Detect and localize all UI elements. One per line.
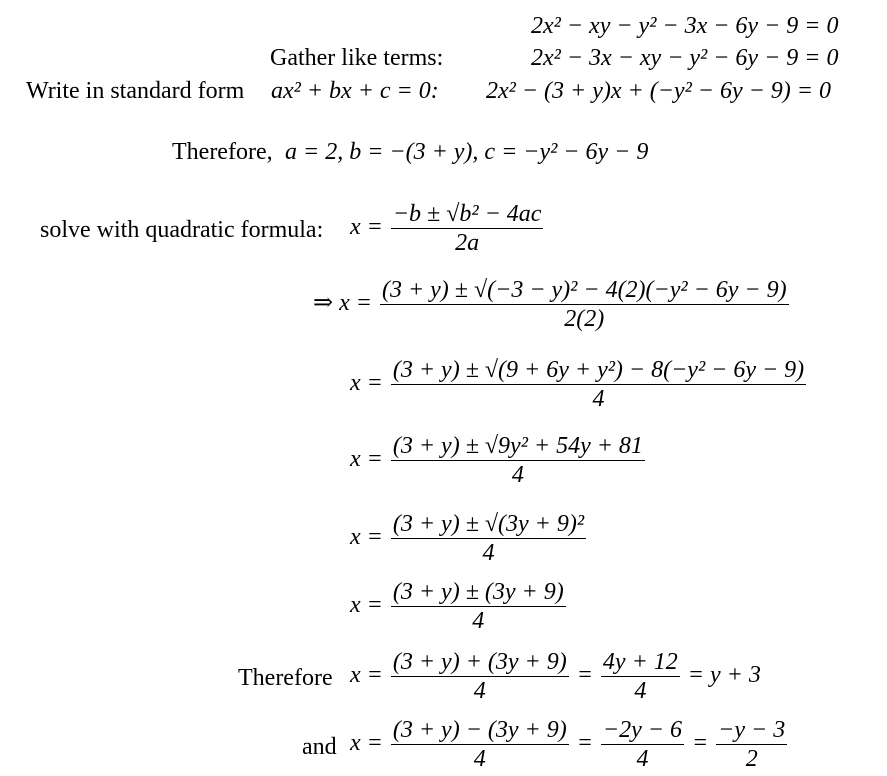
numerator: −y − 3 bbox=[718, 717, 786, 743]
quadratic-formula bbox=[350, 200, 545, 257]
fraction bbox=[391, 200, 544, 257]
denominator: 4 bbox=[592, 386, 605, 412]
lhs: x = bbox=[350, 662, 383, 689]
factor-step bbox=[350, 510, 588, 567]
equals: = bbox=[576, 730, 593, 757]
lhs: x = bbox=[350, 524, 383, 551]
numerator: −b ± √b² − 4ac bbox=[392, 201, 542, 227]
denominator: 2a bbox=[455, 230, 480, 256]
and-label: and bbox=[302, 734, 337, 760]
lhs: x = bbox=[350, 214, 383, 241]
denominator: 4 bbox=[634, 678, 647, 704]
fraction bbox=[391, 356, 806, 413]
solution-minus bbox=[350, 716, 789, 773]
lhs: x = bbox=[350, 370, 383, 397]
denominator: 4 bbox=[511, 462, 524, 488]
fraction bbox=[391, 432, 645, 489]
lhs: x = bbox=[350, 730, 383, 757]
quadratic-label: solve with quadratic formula: bbox=[40, 217, 324, 243]
numerator: (3 + y) ± √(3y + 9)² bbox=[392, 511, 585, 537]
gather-label: Gather like terms: bbox=[270, 45, 444, 71]
numerator: (3 + y) ± (3y + 9) bbox=[392, 579, 564, 605]
equals: = bbox=[691, 730, 709, 757]
fraction-3 bbox=[716, 716, 787, 773]
fraction bbox=[391, 578, 566, 635]
equation-original: 2x² − xy − y² − 3x − 6y − 9 = 0 bbox=[531, 13, 839, 39]
fraction-2 bbox=[601, 648, 680, 705]
standard-form-template: ax² + bx + c = 0: bbox=[271, 78, 439, 104]
equation-standard: 2x² − (3 + y)x + (−y² − 6y − 9) = 0 bbox=[486, 78, 831, 104]
denominator: 2 bbox=[745, 746, 758, 772]
simplify-step bbox=[350, 432, 647, 489]
lhs: ⇒ x = bbox=[313, 290, 372, 317]
fraction bbox=[380, 276, 789, 333]
fraction bbox=[391, 510, 586, 567]
denominator: 4 bbox=[482, 540, 495, 566]
solution-plus bbox=[350, 648, 761, 705]
numerator: −2y − 6 bbox=[602, 717, 682, 743]
numerator: (3 + y) ± √(9 + 6y + y²) − 8(−y² − 6y − 9) bbox=[392, 357, 805, 383]
numerator: (3 + y) + (3y + 9) bbox=[392, 649, 567, 675]
numerator: (3 + y) ± √(−3 − y)² − 4(2)(−y² − 6y − 9) bbox=[381, 277, 787, 303]
substitution-step bbox=[313, 276, 791, 333]
numerator: (3 + y) − (3y + 9) bbox=[392, 717, 567, 743]
result: = y + 3 bbox=[687, 662, 761, 689]
lhs: x = bbox=[350, 446, 383, 473]
fraction-1 bbox=[391, 716, 569, 773]
fraction-2 bbox=[601, 716, 684, 773]
fraction-1 bbox=[391, 648, 569, 705]
denominator: 4 bbox=[636, 746, 649, 772]
equals: = bbox=[576, 662, 593, 689]
lhs: x = bbox=[350, 592, 383, 619]
standard-form-label: Write in standard form bbox=[26, 78, 245, 104]
denominator: 2(2) bbox=[564, 306, 605, 332]
therefore-label: Therefore, bbox=[172, 139, 273, 165]
denominator: 4 bbox=[473, 678, 486, 704]
equation-gathered: 2x² − 3x − xy − y² − 6y − 9 = 0 bbox=[531, 45, 839, 71]
numerator: (3 + y) ± √9y² + 54y + 81 bbox=[392, 433, 643, 459]
coefficients: a = 2, b = −(3 + y), c = −y² − 6y − 9 bbox=[285, 139, 649, 165]
denominator: 4 bbox=[472, 608, 485, 634]
therefore-label-2: Therefore bbox=[238, 665, 333, 691]
root-removed-step bbox=[350, 578, 568, 635]
numerator: 4y + 12 bbox=[602, 649, 678, 675]
expand-step bbox=[350, 356, 808, 413]
denominator: 4 bbox=[473, 746, 486, 772]
